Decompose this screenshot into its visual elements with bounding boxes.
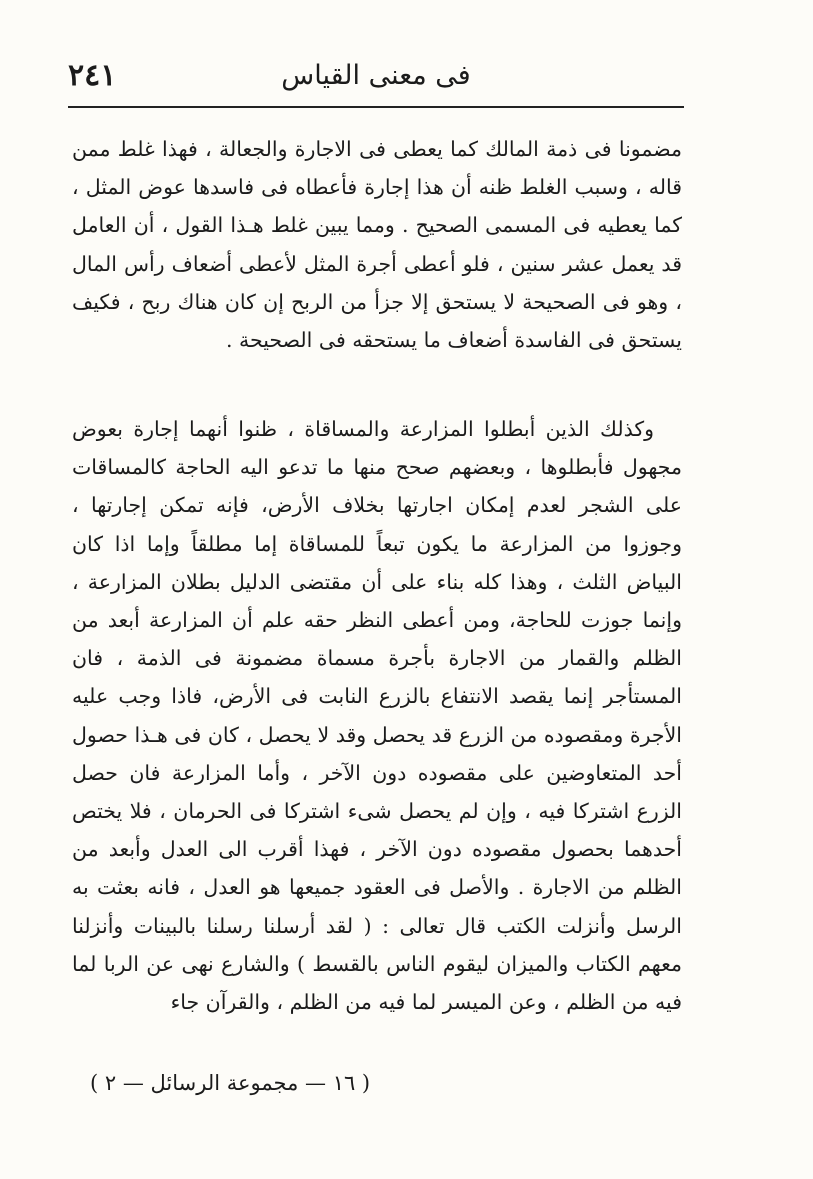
page-number: ٢٤١	[68, 58, 117, 93]
footer-signature: ( ١٦ — مجموعة الرسائل — ٢ )	[90, 1071, 371, 1095]
header-rule	[68, 106, 684, 108]
paragraph-2: وكذلك الذين أبطلوا المزارعة والمساقاة ، ظنوا أنهما إجارة بعوض مجهول فأبطلوها ، وبعضهم صحح منها ما تدعو اليه الحاجة كالمساقات على الشجر لعدم إمكان اجارتها بخلاف الأرض، فإنه تمكن إجارتها ، وجوزوا من المزارعة ما يكون تبعاً للمساقاة إما مطلقاً وإما اذا كان البياض الثلث ، وهذا كله بناء على أن مقتضى الدليل بطلان المزارعة ، وإنما جوزت للحاجة، ومن أعطى النظر حقه علم أن المزارعة أبعد من الظلم والقمار من الاجارة بأجرة مسماة مضمونة فى الذمة ، فان المستأجر إنما يقصد الانتفاع بالزرع النابت فى الأرض، فاذا وجب عليه الأجرة ومقصوده من الزرع قد يحصل وقد لا يحصل ، كان فى هـذا حصول أحد المتعاوضين على مقصوده دون الآخر ، وأما المزارعة فان حصل الزرع اشتركا فيه ، وإن لم يحصل شىء اشتركا فى الحرمان ، فلا يختص أحدهما بحصول مقصوده دون الآخر ، فهذا أقرب الى العدل وأبعد من الظلم من الاجارة . والأصل فى العقود جميعها هو العدل ، فانه بعثت به الرسل وأنزلت الكتب قال تعالى : ( لقد أرسلنا رسلنا بالبينات وأنزلنا معهم الكتاب والميزان ليقوم الناس بالقسط ) والشارع نهى عن الربا لما فيه من الظلم ، وعن الميسر لما فيه من الظلم ، والقرآن جاء	[72, 417, 682, 1015]
running-title: فى معنى القياس	[281, 60, 471, 91]
page-header	[68, 48, 684, 100]
paragraph-1: مضمونا فى ذمة المالك كما يعطى فى الاجارة والجعالة ، فهذا غلط ممن قاله ، وسبب الغلط ظنه أن هذا إجارة فأعطاه فى فاسدها عوض المثل ، كما يعطيه فى المسمى الصحيح . ومما يبين غلط هـذا القول ، أن العامل قد يعمل عشر سنين ، فلو أعطى أجرة المثل لأعطى أضعاف رأس المال ، وهو فى الصحيحة لا يستحق إلا جزأ من الربح إن كان هناك ربح ، فكيف يستحق فى الفاسدة أضعاف ما يستحقه فى الصحيحة .	[72, 137, 682, 353]
